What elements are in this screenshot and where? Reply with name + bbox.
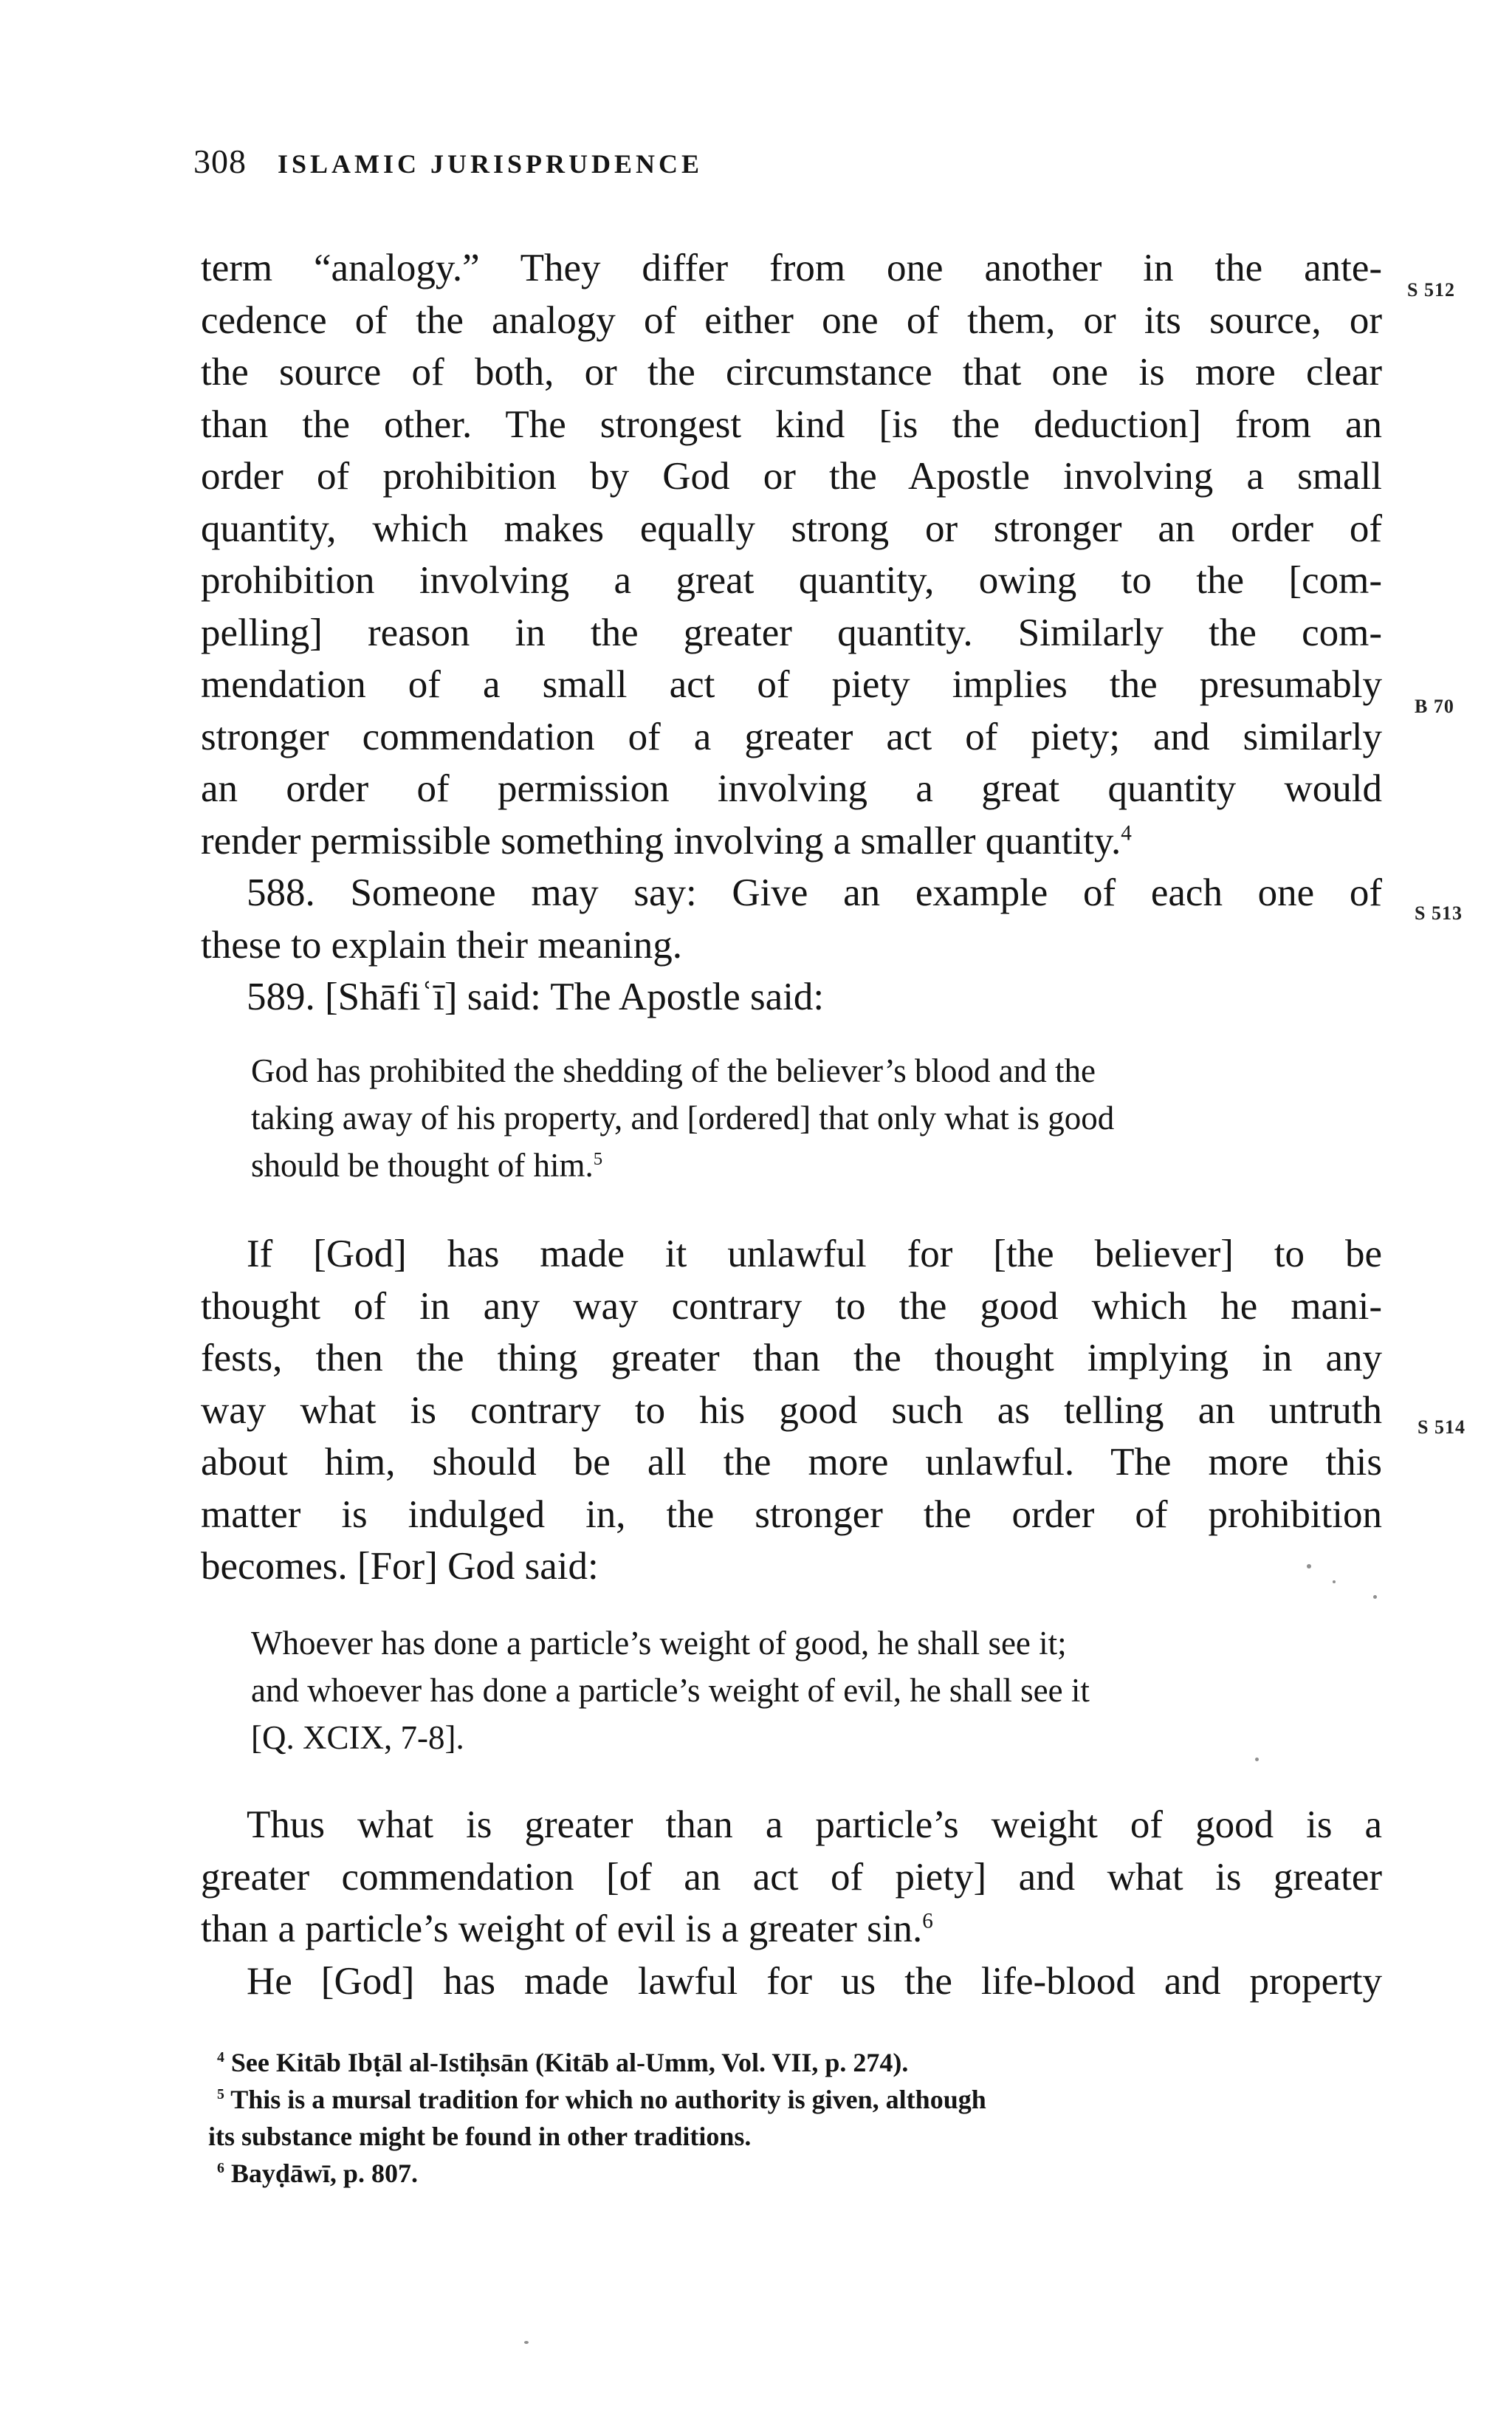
text-line: than the other. The strongest kind [is the deduction] from an <box>201 402 1382 446</box>
footnote-ref: 4 <box>1121 820 1132 845</box>
footnote <box>208 2081 1375 2118</box>
text-line: becomes. [For] God said: <box>201 1545 599 1588</box>
text-line: Thus what is greater than a particle’s weight of good is a <box>247 1803 1382 1846</box>
footnotes <box>208 2044 1375 2192</box>
footnote-text: This is a mursal tradition for which no authority is given, although <box>230 2085 986 2114</box>
scan-speck <box>1333 1580 1336 1583</box>
quote-line: God has prohibited the shedding of the believer’s blood and the <box>251 1052 1096 1089</box>
text-line: an order of permission involving a great quantity would <box>201 767 1382 810</box>
text-line: mendation of a small act of piety implies the presumably <box>201 663 1382 706</box>
text-line: these to explain their meaning. <box>201 923 682 967</box>
page-header <box>193 142 703 181</box>
margin-note-s514: S 514 <box>1418 1416 1465 1438</box>
text-line: fests, then the thing greater than the thought implying in any <box>201 1337 1382 1379</box>
quote-line: and whoever has done a particle’s weight of evil, he shall see it <box>251 1672 1090 1709</box>
text-line: way what is contrary to his good such as telling an untruth <box>201 1388 1382 1432</box>
text-line: stronger commendation of a greater act of piety; and similarly <box>201 715 1382 758</box>
footnote <box>208 2155 1375 2192</box>
footnote-mark: 6 <box>217 2160 224 2176</box>
footnote-text: Bayḍāwī, p. 807. <box>230 2159 418 2188</box>
paragraph-unlawful <box>201 1228 1382 1593</box>
text-line: quantity, which makes equally strong or stronger an order of <box>201 507 1382 550</box>
footnote-mark: 5 <box>217 2086 224 2102</box>
margin-note-b70: B 70 <box>1415 696 1454 717</box>
quote-line: Whoever has done a particle’s weight of good, he shall see it; <box>251 1625 1067 1662</box>
scan-speck <box>524 2341 529 2344</box>
text-line-content: than a particle’s weight of evil is a greater sin. <box>201 1907 923 1950</box>
text-line <box>201 815 1382 868</box>
footnote-text: See Kitāb Ibṭāl al-Istiḥsān (Kitāb al-Umm, Vol. VII, p. 274). <box>230 2048 909 2077</box>
text-line: 588. Someone may say: Give an example of each one of <box>247 871 1382 914</box>
paragraph-analogy <box>201 242 1382 1024</box>
text-line: He [God] has made lawful for us the life-blood and property <box>247 1959 1382 2003</box>
text-line: the source of both, or the circumstance that one is more clear <box>201 351 1382 394</box>
footnote <box>208 2044 1375 2081</box>
text-line: greater commendation [of an act of piety] and what is greater <box>201 1855 1382 1899</box>
quote-line <box>251 1142 1370 1189</box>
text-line: matter is indulged in, the stronger the order of prohibition <box>201 1492 1382 1536</box>
text-line: order of prohibition by God or the Apostle involving a small <box>201 455 1382 498</box>
footnote-continuation: its substance might be found in other traditions. <box>208 2122 752 2151</box>
footnote-mark: 4 <box>217 2049 224 2066</box>
text-line <box>201 1903 1382 1955</box>
text-line: prohibition involving a great quantity, owing to the [com- <box>201 559 1382 602</box>
scan-speck <box>1307 1564 1311 1569</box>
text-line: If [God] has made it unlawful for [the believer] to be <box>247 1233 1382 1275</box>
text-line: pelling] reason in the greater quantity. Similarly the com- <box>201 611 1382 654</box>
quote-quran <box>251 1619 1370 1761</box>
margin-note-s512: S 512 <box>1407 279 1455 301</box>
scan-speck <box>1255 1758 1259 1761</box>
text-line: 589. [Shāfiʿī] said: The Apostle said: <box>247 976 825 1018</box>
text-line-content: render permissible something involving a smaller quantity. <box>201 819 1121 863</box>
text-line: term “analogy.” They differ from one another in the ante- <box>201 247 1382 289</box>
footnote-ref: 6 <box>922 1909 933 1933</box>
footnote-ref: 5 <box>593 1149 603 1169</box>
scan-speck <box>1373 1595 1377 1599</box>
quote-line: [Q. XCIX, 7-8]. <box>251 1719 464 1756</box>
paragraph-commendation <box>201 1799 1382 2007</box>
text-line: about him, should be all the more unlawful. The more this <box>201 1441 1382 1484</box>
quote-line-content: should be thought of him. <box>251 1147 594 1184</box>
text-line: thought of in any way contrary to the good which he mani- <box>201 1284 1382 1328</box>
page-number: 308 <box>193 143 247 180</box>
quote-line: taking away of his property, and [ordered] that only what is good <box>251 1100 1115 1137</box>
quote-prohibition <box>251 1047 1370 1189</box>
margin-note-s513: S 513 <box>1415 902 1463 924</box>
text-line: cedence of the analogy of either one of them, or its source, or <box>201 298 1382 342</box>
running-head: ISLAMIC JURISPRUDENCE <box>278 149 704 179</box>
